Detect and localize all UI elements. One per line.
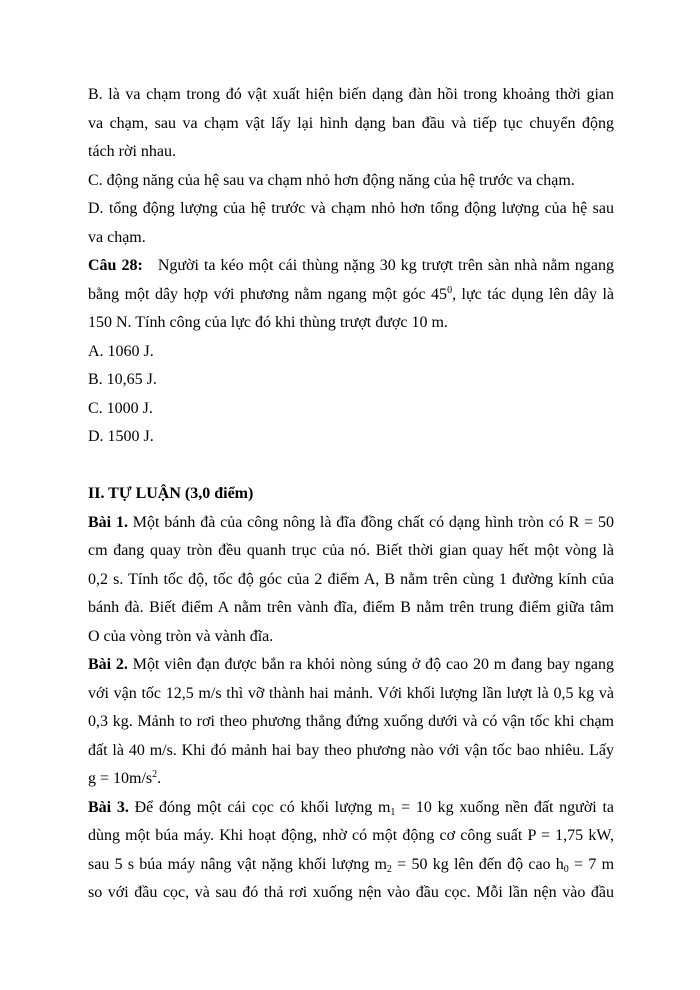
bai2-line-4: đất là 40 m/s. Khi đó mảnh hai bay theo phương nào với vận tốc bao nhiêu. Lấy [88, 742, 614, 759]
bai1-text-1: Một bánh đà của công nông là đĩa đồng chất có dạng hình tròn có R = 50 [132, 514, 614, 531]
bai3-label: Bài 3. [88, 799, 129, 816]
m2-subscript: 2 [386, 864, 392, 875]
bai3-line-3 [88, 854, 614, 876]
option-d-line-1: D. tổng động lượng của hệ trước và chạm nhỏ hơn tổng động lượng của hệ sau [88, 200, 614, 217]
option-b-line-3: tách rời nhau. [88, 143, 176, 160]
bai1-line-3: 0,2 s. Tính tốc độ, tốc độ góc của 2 điểm A, B nằm trên cùng 1 đường kính của [88, 571, 614, 588]
squared-superscript: 2 [152, 769, 158, 780]
question-28-line-3: 150 N. Tính công của lực đó khi thùng trượt được 10 m. [88, 314, 448, 331]
bai2-label: Bài 2. [88, 656, 128, 673]
answer-option-a: A. 1060 J. [88, 343, 154, 360]
bai2-text-1: Một viên đạn được bắn ra khỏi nòng súng ở độ cao 20 m đang bay ngang [132, 656, 615, 673]
bai3-text-1b: = 10 kg xuống nền đất người ta [395, 799, 615, 816]
bai3-line-4: so với đầu cọc, và sau đó thả rơi xuống nện vào đầu cọc. Mỗi lần nện vào đầu [88, 884, 614, 901]
question-28-line-1 [88, 255, 614, 277]
bai2-text-5a: g = 10m/s [88, 770, 153, 787]
option-c-line: C. động năng của hệ sau va chạm nhỏ hơn động năng của hệ trước va chạm. [88, 172, 575, 189]
bai2-line-5 [88, 768, 614, 790]
answer-option-b: B. 10,65 J. [88, 371, 157, 388]
bai1-line-2: cm đang quay tròn đều quanh trục của nó. Biết thời gian quay hết một vòng là [88, 542, 614, 559]
h0-subscript: 0 [563, 864, 569, 875]
bai2-line-3: 0,3 kg. Mảnh to rơi theo phương thẳng đứng xuống dưới và có vận tốc khi chạm [88, 713, 614, 730]
bai3-line-1 [88, 797, 614, 819]
question-28-label: Câu 28: [88, 257, 143, 274]
bai2-text-5b: . [157, 770, 162, 787]
answer-option-c: C. 1000 J. [88, 400, 153, 417]
degree-superscript: 0 [447, 285, 453, 296]
bai3-line-2: dùng một búa máy. Khi hoạt động, nhờ có một động cơ công suất P = 1,75 kW, [88, 827, 614, 844]
m1-subscript: 1 [390, 807, 396, 818]
answer-option-d: D. 1500 J. [88, 428, 154, 445]
bai1-label: Bài 1. [88, 514, 128, 531]
option-b-line-2: va chạm, sau va chạm vật lấy lại hình dạng ban đầu và tiếp tục chuyển động [88, 115, 614, 132]
bai2-line-2: với vận tốc 12,5 m/s thì vỡ thành hai mảnh. Với khối lượng lần lượt là 0,5 kg và [88, 685, 614, 702]
bai1-line-4: bánh đà. Biết điểm A nằm trên vành đĩa, điểm B nằm trên trung điểm giữa tâm [88, 599, 614, 616]
bai3-text-3b: = 50 kg lên đến độ cao h [391, 856, 564, 873]
question-28-text-2a: bằng một dây hợp với phương nằm ngang một góc 45 [88, 286, 448, 303]
bai3-text-3c: = 7 m [568, 856, 615, 873]
section-title: II. TỰ LUẬN (3,0 điểm) [88, 485, 254, 502]
bai1-line-1 [88, 512, 614, 534]
option-d-line-2: va chạm. [88, 229, 146, 246]
bai3-text-1a: Để đóng một cái cọc có khối lượng m [134, 799, 391, 816]
bai1-line-5: O của vòng tròn và vành đĩa. [88, 628, 274, 645]
question-28-text-2b: , lực tác dụng lên dây là [452, 286, 615, 303]
bai2-line-1 [88, 654, 614, 676]
question-28-text-1: Người ta kéo một cái thùng nặng 30 kg trượt trên sàn nhà nằm ngang [157, 257, 615, 274]
option-b-line-1: B. là va chạm trong đó vật xuất hiện biến dạng đàn hồi trong khoảng thời gian [88, 86, 614, 103]
question-28-line-2 [88, 284, 614, 306]
bai3-text-3a: sau 5 s búa máy nâng vật nặng khối lượng m [88, 856, 387, 873]
